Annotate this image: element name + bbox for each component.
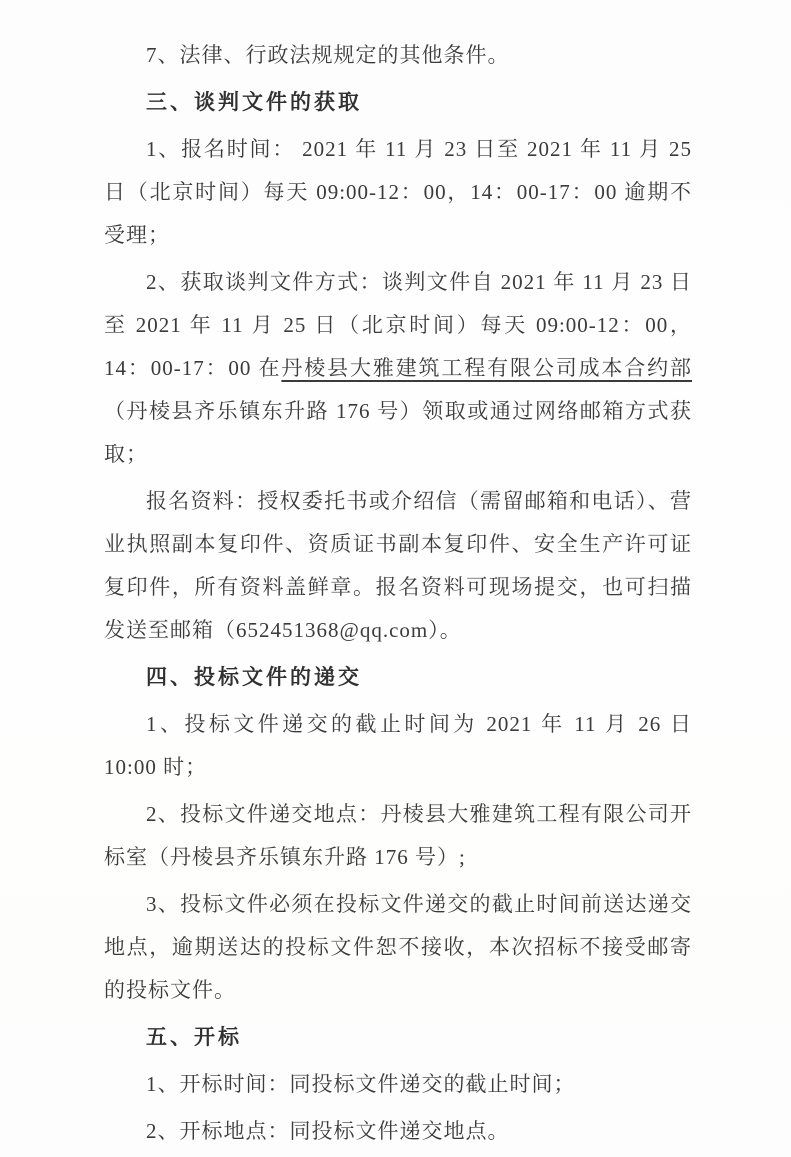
paragraph-opening-time: 1、开标时间：同投标文件递交的截止时间； xyxy=(146,1072,576,1096)
document-body xyxy=(104,34,692,1157)
company-cost-contract-dept-underlined: 丹棱县大雅建筑工程有限公司成本合约部 xyxy=(281,356,693,380)
heading-section-5-bid-opening: 五、开标 xyxy=(146,1026,242,1049)
obtain-method-text-before: 2、获取谈判文件方式：谈判文件自 2021 年 11 月 23 日至 2021 年 11 月 25 日（北京时间）每天 09:00-12：00，14：00-17：00 在 xyxy=(104,270,692,380)
paragraph-submission-deadline: 1、投标文件递交的截止时间为 2021 年 11 月 26 日 10:00 时； xyxy=(104,712,692,779)
paragraph-delivery-rule: 3、投标文件必须在投标文件递交的截止时间前送达递交地点，逾期送达的投标文件恕不接收，本次招标不接受邮寄的投标文件。 xyxy=(104,892,692,1002)
paragraph-submission-place: 2、投标文件递交地点：丹棱县大雅建筑工程有限公司开标室（丹棱县齐乐镇东升路 176 号）; xyxy=(104,802,692,869)
paragraph-obtain-method xyxy=(104,261,692,476)
obtain-method-text-after: （丹棱县齐乐镇东升路 176 号）领取或通过网络邮箱方式获取； xyxy=(104,399,692,466)
heading-section-4-bid-submission: 四、投标文件的递交 xyxy=(146,666,362,689)
paragraph-other-conditions: 7、法律、行政法规规定的其他条件。 xyxy=(146,43,510,67)
heading-section-3-document-acquisition: 三、谈判文件的获取 xyxy=(146,91,362,114)
paragraph-signup-materials: 报名资料：授权委托书或介绍信（需留邮箱和电话）、营业执照副本复印件、资质证书副本复印件、安全生产许可证复印件，所有资料盖鲜章。报名资料可现场提交，也可扫描发送至邮箱（652451368@qq.com）。 xyxy=(104,489,692,642)
paragraph-opening-place: 2、开标地点：同投标文件递交地点。 xyxy=(146,1119,510,1143)
paragraph-signup-time: 1、报名时间： 2021 年 11 月 23 日至 2021 年 11 月 25 日（北京时间）每天 09:00-12：00，14：00-17：00 逾期不受理； xyxy=(104,137,692,247)
